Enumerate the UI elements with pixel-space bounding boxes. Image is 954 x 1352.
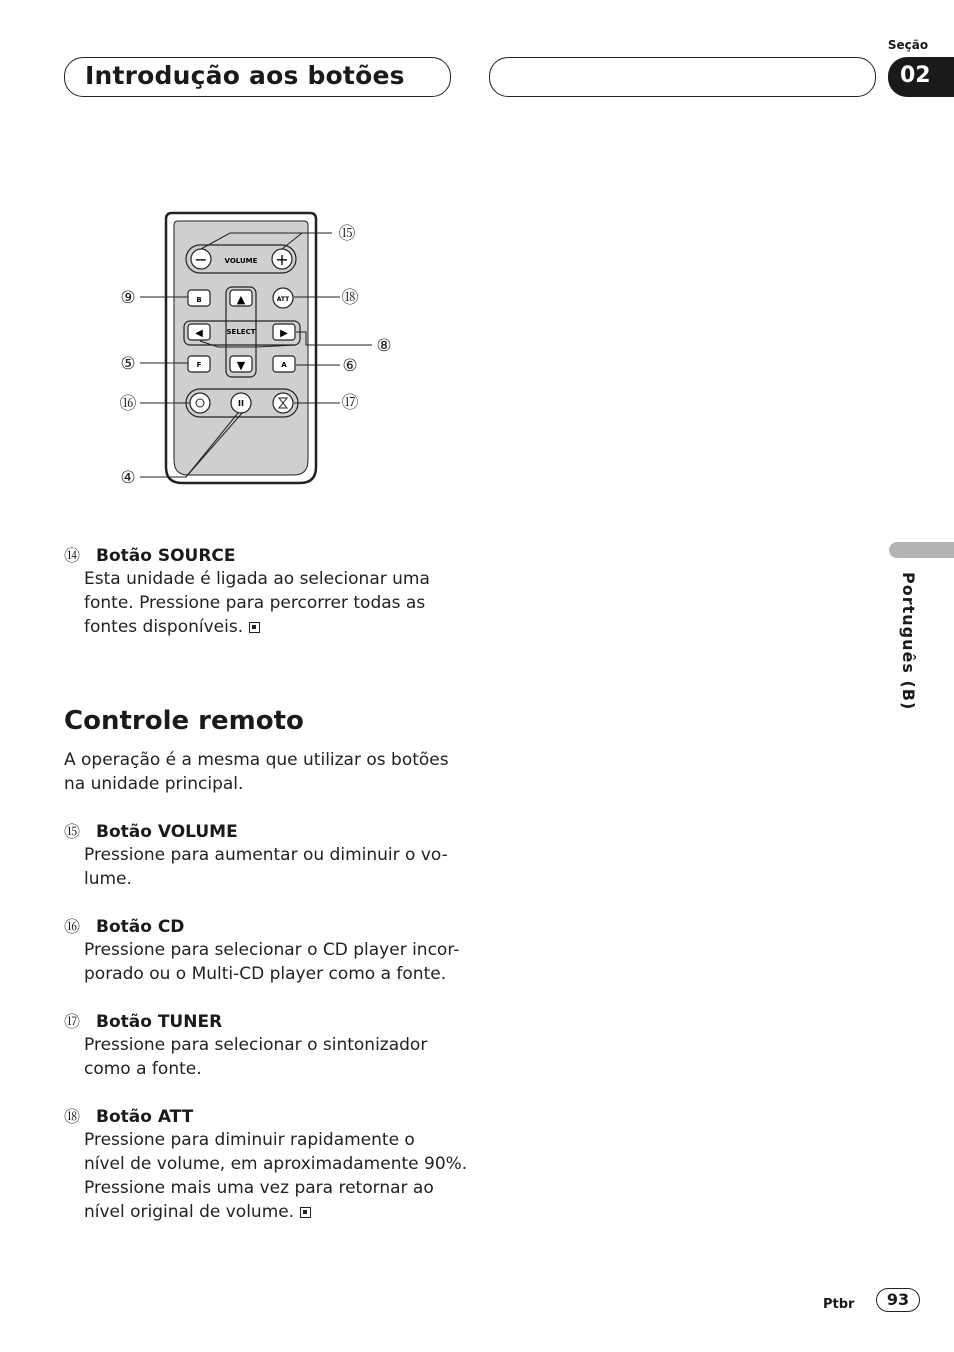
- source-item-number: ⑭: [64, 546, 81, 565]
- body-line: porado ou o Multi-CD player como a fonte.: [84, 964, 447, 984]
- source-item-heading: Botão SOURCE: [96, 546, 236, 566]
- callout-15: ⑮: [338, 224, 356, 244]
- select-label: SELECT: [226, 328, 256, 336]
- volume-item-body: [84, 843, 464, 891]
- body-line: lume.: [84, 869, 132, 889]
- section-heading: Controle remoto: [64, 706, 304, 736]
- tuner-item-number: ⑰: [64, 1012, 81, 1031]
- source-item-body: [84, 567, 464, 639]
- cd-item-number: ⑯: [64, 917, 81, 936]
- intro-line: A operação é a mesma que utilizar os botões: [64, 750, 449, 770]
- f-label: F: [196, 361, 202, 369]
- body-line: Esta unidade é ligada ao selecionar uma: [84, 569, 430, 589]
- body-line: fonte. Pressione para percorrer todas as: [84, 593, 426, 613]
- source-item-title: [64, 543, 236, 566]
- att-label: ATT: [276, 296, 290, 303]
- page-code: Ptbr: [823, 1297, 855, 1312]
- body-line: Pressione para diminuir rapidamente o: [84, 1130, 415, 1150]
- intro-line: na unidade principal.: [64, 774, 244, 794]
- header-empty-pill: [489, 57, 876, 97]
- att-item-number: ⑱: [64, 1107, 81, 1126]
- source-button: [190, 393, 210, 413]
- body-line: nível de volume, em aproximadamente 90%.: [84, 1154, 468, 1174]
- callout-17: ⑰: [341, 393, 359, 413]
- volume-label: VOLUME: [224, 257, 258, 265]
- cd-item-heading: Botão CD: [96, 917, 185, 937]
- remote-control-figure: [110, 205, 410, 495]
- callout-18: ⑱: [341, 288, 359, 308]
- body-line: como a fonte.: [84, 1059, 202, 1079]
- att-item-body: [84, 1128, 468, 1224]
- language-tab: [889, 542, 954, 558]
- cd-item-title: [64, 914, 184, 937]
- end-mark-icon: [300, 1207, 311, 1218]
- callout-6: ⑥: [342, 356, 358, 376]
- body-line: Pressione para selecionar o sintonizador: [84, 1035, 428, 1055]
- callout-4: ④: [120, 468, 136, 488]
- b-label: B: [196, 296, 202, 304]
- down-arrow-glyph: ▼: [236, 359, 246, 372]
- left-arrow-glyph: ◀: [195, 328, 203, 339]
- cd-item-body: [84, 938, 464, 986]
- body-line: nível original de volume.: [84, 1202, 295, 1222]
- section-label: Seção: [887, 38, 929, 52]
- callout-5: ⑤: [120, 354, 136, 374]
- volume-item-heading: Botão VOLUME: [96, 822, 238, 842]
- pause-glyph: II: [238, 399, 244, 408]
- tuner-item-body: [84, 1033, 464, 1081]
- section-badge: [888, 57, 954, 97]
- volume-minus-glyph: −: [194, 250, 208, 269]
- a-label: A: [281, 361, 287, 369]
- body-line: Pressione mais uma vez para retornar ao: [84, 1178, 434, 1198]
- body-line: Pressione para aumentar ou diminuir o vo-: [84, 845, 448, 865]
- body-line: fontes disponíveis.: [84, 617, 244, 637]
- page-number: 93: [876, 1288, 920, 1312]
- language-label: Português (B): [899, 572, 918, 711]
- callout-16: ⑯: [119, 394, 137, 414]
- volume-plus-glyph: +: [275, 250, 289, 269]
- volume-item-number: ⑮: [64, 822, 81, 841]
- section-intro: [64, 748, 449, 796]
- up-arrow-glyph: ▲: [236, 293, 246, 306]
- section-number: 02: [900, 63, 931, 88]
- end-mark-icon: [249, 622, 260, 633]
- callout-8: ⑧: [376, 336, 392, 356]
- volume-item-title: [64, 819, 238, 842]
- tuner-item-heading: Botão TUNER: [96, 1012, 223, 1032]
- body-line: Pressione para selecionar o CD player incor-: [84, 940, 460, 960]
- page-title: Introdução aos botões: [85, 61, 405, 90]
- callout-9: ⑨: [120, 288, 136, 308]
- right-arrow-glyph: ▶: [280, 328, 288, 339]
- att-item-title: [64, 1104, 193, 1127]
- tuner-item-title: [64, 1009, 222, 1032]
- att-item-heading: Botão ATT: [96, 1107, 194, 1127]
- title-pill: [64, 57, 451, 97]
